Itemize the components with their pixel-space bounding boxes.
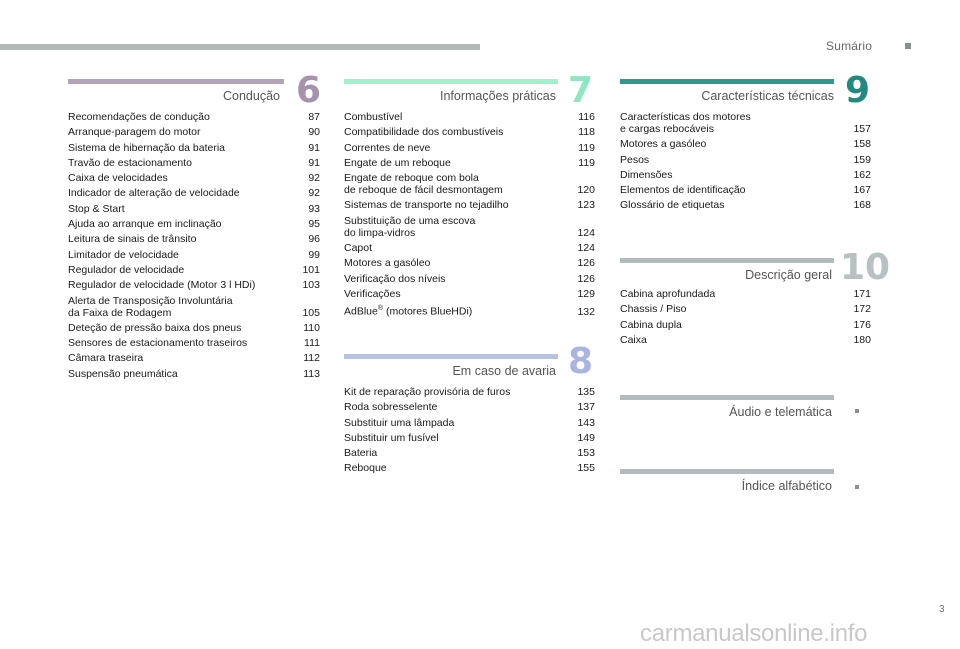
toc-entry-label: Substituir uma lâmpada — [344, 416, 455, 429]
toc-entry-label: Caixa de velocidades — [68, 172, 168, 185]
toc-entry-page: 126 — [577, 257, 595, 270]
toc-entry-label: Motores a gasóleo — [344, 257, 431, 270]
toc-entry[interactable] — [68, 233, 320, 245]
toc-entry-page: 92 — [308, 187, 320, 200]
toc-entry-label: Chassis / Piso — [620, 303, 687, 316]
toc-entry[interactable] — [344, 242, 595, 254]
toc-entry-page: 124 — [577, 242, 595, 255]
toc-entry[interactable] — [344, 447, 595, 459]
section-bar — [620, 79, 834, 84]
toc-entry[interactable] — [620, 334, 871, 346]
toc-entry-page: 123 — [577, 199, 595, 212]
toc-entry-label: Sistemas de transporte no tejadilho — [344, 199, 509, 212]
section-bar — [620, 258, 834, 263]
toc-entry-page: 167 — [853, 184, 871, 197]
toc-entry-page: 112 — [303, 352, 320, 365]
toc-entry-label: Leitura de sinais de trânsito — [68, 233, 197, 246]
header-bar — [0, 44, 480, 50]
toc-entry[interactable] — [620, 184, 871, 196]
section-heading: Condução — [223, 89, 280, 103]
toc-entry[interactable] — [68, 337, 320, 349]
section-numeral-10: 10 — [840, 247, 891, 288]
toc-entry-label: Substituir um fusível — [344, 431, 439, 444]
toc-entry[interactable] — [68, 218, 320, 230]
toc-entry-page: 159 — [853, 153, 871, 166]
toc-entry[interactable] — [344, 257, 595, 269]
section-bar — [620, 469, 834, 474]
toc-entry-page: 155 — [577, 462, 595, 475]
toc-entry-page: 95 — [308, 218, 320, 231]
toc-entry-label: Cabina dupla — [620, 318, 682, 331]
watermark: carmanualsonline.info — [640, 620, 868, 647]
toc-entry-label: Indicador de alteração de velocidade — [68, 187, 240, 200]
toc-entry-page: 93 — [308, 202, 320, 215]
toc-entry[interactable] — [620, 154, 871, 166]
toc-entry-label: Caixa — [620, 333, 647, 346]
toc-list — [620, 111, 871, 215]
toc-entry-label: Motores a gasóleo — [620, 138, 707, 151]
section-marker-dot — [855, 409, 859, 413]
toc-entry-page: 119 — [578, 141, 595, 154]
toc-entry-page: 90 — [308, 126, 320, 139]
toc-entry-page: 119 — [578, 156, 595, 169]
toc-entry-page: 143 — [577, 416, 595, 429]
toc-entry[interactable] — [620, 319, 871, 331]
toc-entry-label: Compatibilidade dos combustíveis — [344, 126, 504, 139]
toc-entry-page: 168 — [853, 199, 871, 212]
toc-entry-label: Sensores de estacionamento traseiros — [68, 337, 248, 350]
toc-entry[interactable] — [68, 249, 320, 261]
section-heading: Informações práticas — [439, 89, 556, 103]
toc-entry[interactable] — [620, 111, 871, 135]
toc-entry-page: 153 — [577, 447, 595, 460]
toc-entry[interactable] — [344, 126, 595, 138]
toc-entry[interactable] — [344, 111, 595, 123]
toc-entry[interactable] — [344, 462, 595, 474]
toc-entry-label: Stop & Start — [68, 202, 125, 215]
toc-entry-label-suffix: (motores BlueHDi) — [383, 305, 473, 318]
page-number: 3 — [939, 604, 945, 615]
toc-entry[interactable] — [68, 203, 320, 215]
section-heading: Áudio e telemática — [729, 405, 832, 419]
toc-entry[interactable] — [344, 303, 595, 318]
toc-entry-label: Características dos motores e cargas rebocáveis — [620, 111, 751, 135]
section-numeral-7: 7 — [568, 70, 594, 111]
toc-entry[interactable] — [68, 352, 320, 364]
toc-entry-label: Combustível — [344, 111, 403, 123]
toc-entry[interactable] — [344, 199, 595, 211]
toc-entry-page: 172 — [853, 303, 871, 316]
section-numeral-9: 9 — [845, 70, 871, 111]
toc-entry-label: Deteção de pressão baixa dos pneus — [68, 321, 242, 334]
toc-entry-page: 118 — [578, 126, 595, 139]
toc-entry-page: 124 — [577, 226, 595, 239]
toc-entry-label: Limitador de velocidade — [68, 248, 179, 261]
section-marker-dot — [855, 485, 859, 489]
toc-entry[interactable] — [68, 264, 320, 276]
toc-entry-label: Elementos de identificação — [620, 184, 746, 197]
toc-entry-label: Engate de um reboque — [344, 156, 451, 169]
toc-entry-label: Dimensões — [620, 168, 673, 181]
toc-entry-page: 162 — [853, 168, 871, 181]
section-bar — [344, 354, 558, 359]
toc-list — [344, 111, 595, 321]
toc-entry[interactable] — [344, 417, 595, 429]
toc-entry[interactable] — [68, 126, 320, 138]
toc-entry-label: Regulador de velocidade — [68, 263, 185, 276]
toc-list — [620, 288, 871, 349]
toc-entry-label: Sistema de hibernação da bateria — [68, 141, 226, 154]
toc-entry-page: 101 — [302, 263, 320, 276]
toc-entry[interactable] — [620, 138, 871, 150]
toc-entry[interactable] — [68, 111, 320, 123]
toc-entry-page: 158 — [853, 138, 871, 151]
toc-entry-label: Substituição de uma escova do limpa-vidros — [344, 214, 476, 239]
section-numeral-6: 6 — [296, 70, 322, 111]
toc-entry[interactable] — [344, 172, 595, 196]
toc-entry[interactable] — [620, 303, 871, 315]
section-heading: Descrição geral — [745, 268, 832, 282]
toc-entry-label: Verificações — [344, 287, 401, 300]
toc-entry-label: Câmara traseira — [68, 352, 144, 365]
toc-entry[interactable] — [344, 215, 595, 239]
toc-entry-label: Roda sobresselente — [344, 401, 438, 414]
toc-entry-page: 129 — [577, 287, 595, 300]
toc-entry[interactable] — [620, 169, 871, 181]
toc-entry-label: Regulador de velocidade (Motor 3 l HDi) — [68, 279, 256, 292]
toc-entry-page: 132 — [577, 305, 595, 318]
toc-entry-label: Recomendações de condução — [68, 111, 210, 123]
section-heading: Em caso de avaria — [452, 364, 556, 378]
toc-entry-label: Reboque — [344, 462, 387, 475]
toc-entry-label: Glossário de etiquetas — [620, 199, 725, 212]
toc-entry-page: 176 — [853, 318, 871, 331]
toc-entry[interactable] — [68, 295, 320, 319]
section-bar — [68, 79, 284, 84]
toc-entry[interactable] — [68, 368, 320, 380]
toc-entry-page: 113 — [303, 367, 320, 380]
toc-entry[interactable] — [344, 401, 595, 413]
section-numeral-8: 8 — [568, 341, 594, 382]
toc-entry[interactable] — [68, 279, 320, 291]
section-bar — [344, 79, 558, 84]
toc-entry[interactable] — [344, 288, 595, 300]
toc-entry-page: 126 — [577, 272, 595, 285]
toc-entry-label: Alerta de Transposição Involuntária da Faixa de Rodagem — [68, 294, 233, 319]
toc-entry[interactable] — [344, 386, 595, 398]
toc-entry-label: Kit de reparação provisória de furos — [344, 386, 511, 398]
toc-entry-page: 157 — [853, 123, 871, 135]
toc-entry-label: Cabina aprofundada — [620, 288, 716, 300]
toc-entry[interactable] — [344, 157, 595, 169]
section-bar — [620, 395, 834, 400]
toc-entry[interactable] — [344, 142, 595, 154]
toc-entry-page: 99 — [308, 248, 320, 261]
toc-entry[interactable] — [68, 322, 320, 334]
toc-entry[interactable] — [68, 187, 320, 199]
toc-entry-label: Arranque-paragem do motor — [68, 126, 201, 139]
toc-entry-label: Engate de reboque com bola de reboque de fácil desmontagem — [344, 172, 503, 197]
toc-entry-label: Suspensão pneumática — [68, 367, 178, 380]
toc-entry-page: 87 — [308, 111, 320, 123]
title-marker — [905, 43, 911, 49]
toc-entry-page: 103 — [302, 279, 320, 292]
registered-mark: ® — [377, 305, 384, 313]
toc-entry[interactable] — [344, 273, 595, 285]
toc-entry[interactable] — [68, 157, 320, 169]
toc-entry-page: 180 — [853, 333, 871, 346]
toc-entry[interactable] — [620, 288, 871, 300]
toc-entry-label: Correntes de neve — [344, 141, 431, 154]
toc-entry[interactable] — [68, 172, 320, 184]
toc-entry-page: 137 — [577, 401, 595, 414]
toc-entry-page: 135 — [577, 386, 595, 398]
toc-entry-page: 105 — [302, 306, 320, 319]
toc-entry-page: 149 — [577, 431, 595, 444]
toc-entry-label: Travão de estacionamento — [68, 156, 192, 169]
toc-entry-page: 171 — [853, 288, 871, 300]
toc-list — [344, 386, 595, 478]
toc-entry-page: 120 — [577, 184, 595, 197]
toc-entry-page: 111 — [304, 337, 320, 350]
toc-entry-label: Verificação dos níveis — [344, 272, 446, 285]
section-heading: Características técnicas — [701, 89, 834, 103]
toc-entry-label: Capot — [344, 242, 373, 255]
toc-entry[interactable] — [344, 432, 595, 444]
toc-entry-label: Bateria — [344, 447, 378, 460]
toc-entry-page: 96 — [308, 233, 320, 246]
section-heading: Índice alfabético — [741, 479, 832, 493]
toc-entry-label: AdBlue® (motores BlueHDi) — [344, 305, 473, 318]
toc-entry-page: 92 — [308, 172, 320, 185]
toc-entry-label: Ajuda ao arranque em inclinação — [68, 218, 222, 231]
toc-entry-label: Pesos — [620, 153, 650, 166]
toc-entry-page: 116 — [578, 111, 595, 123]
toc-entry-page: 91 — [308, 141, 320, 154]
toc-entry-page: 110 — [303, 321, 320, 334]
toc-list — [68, 111, 320, 383]
toc-entry[interactable] — [620, 199, 871, 211]
page-title: Sumário — [826, 39, 873, 53]
toc-entry[interactable] — [68, 142, 320, 154]
toc-entry-page: 91 — [308, 156, 320, 169]
